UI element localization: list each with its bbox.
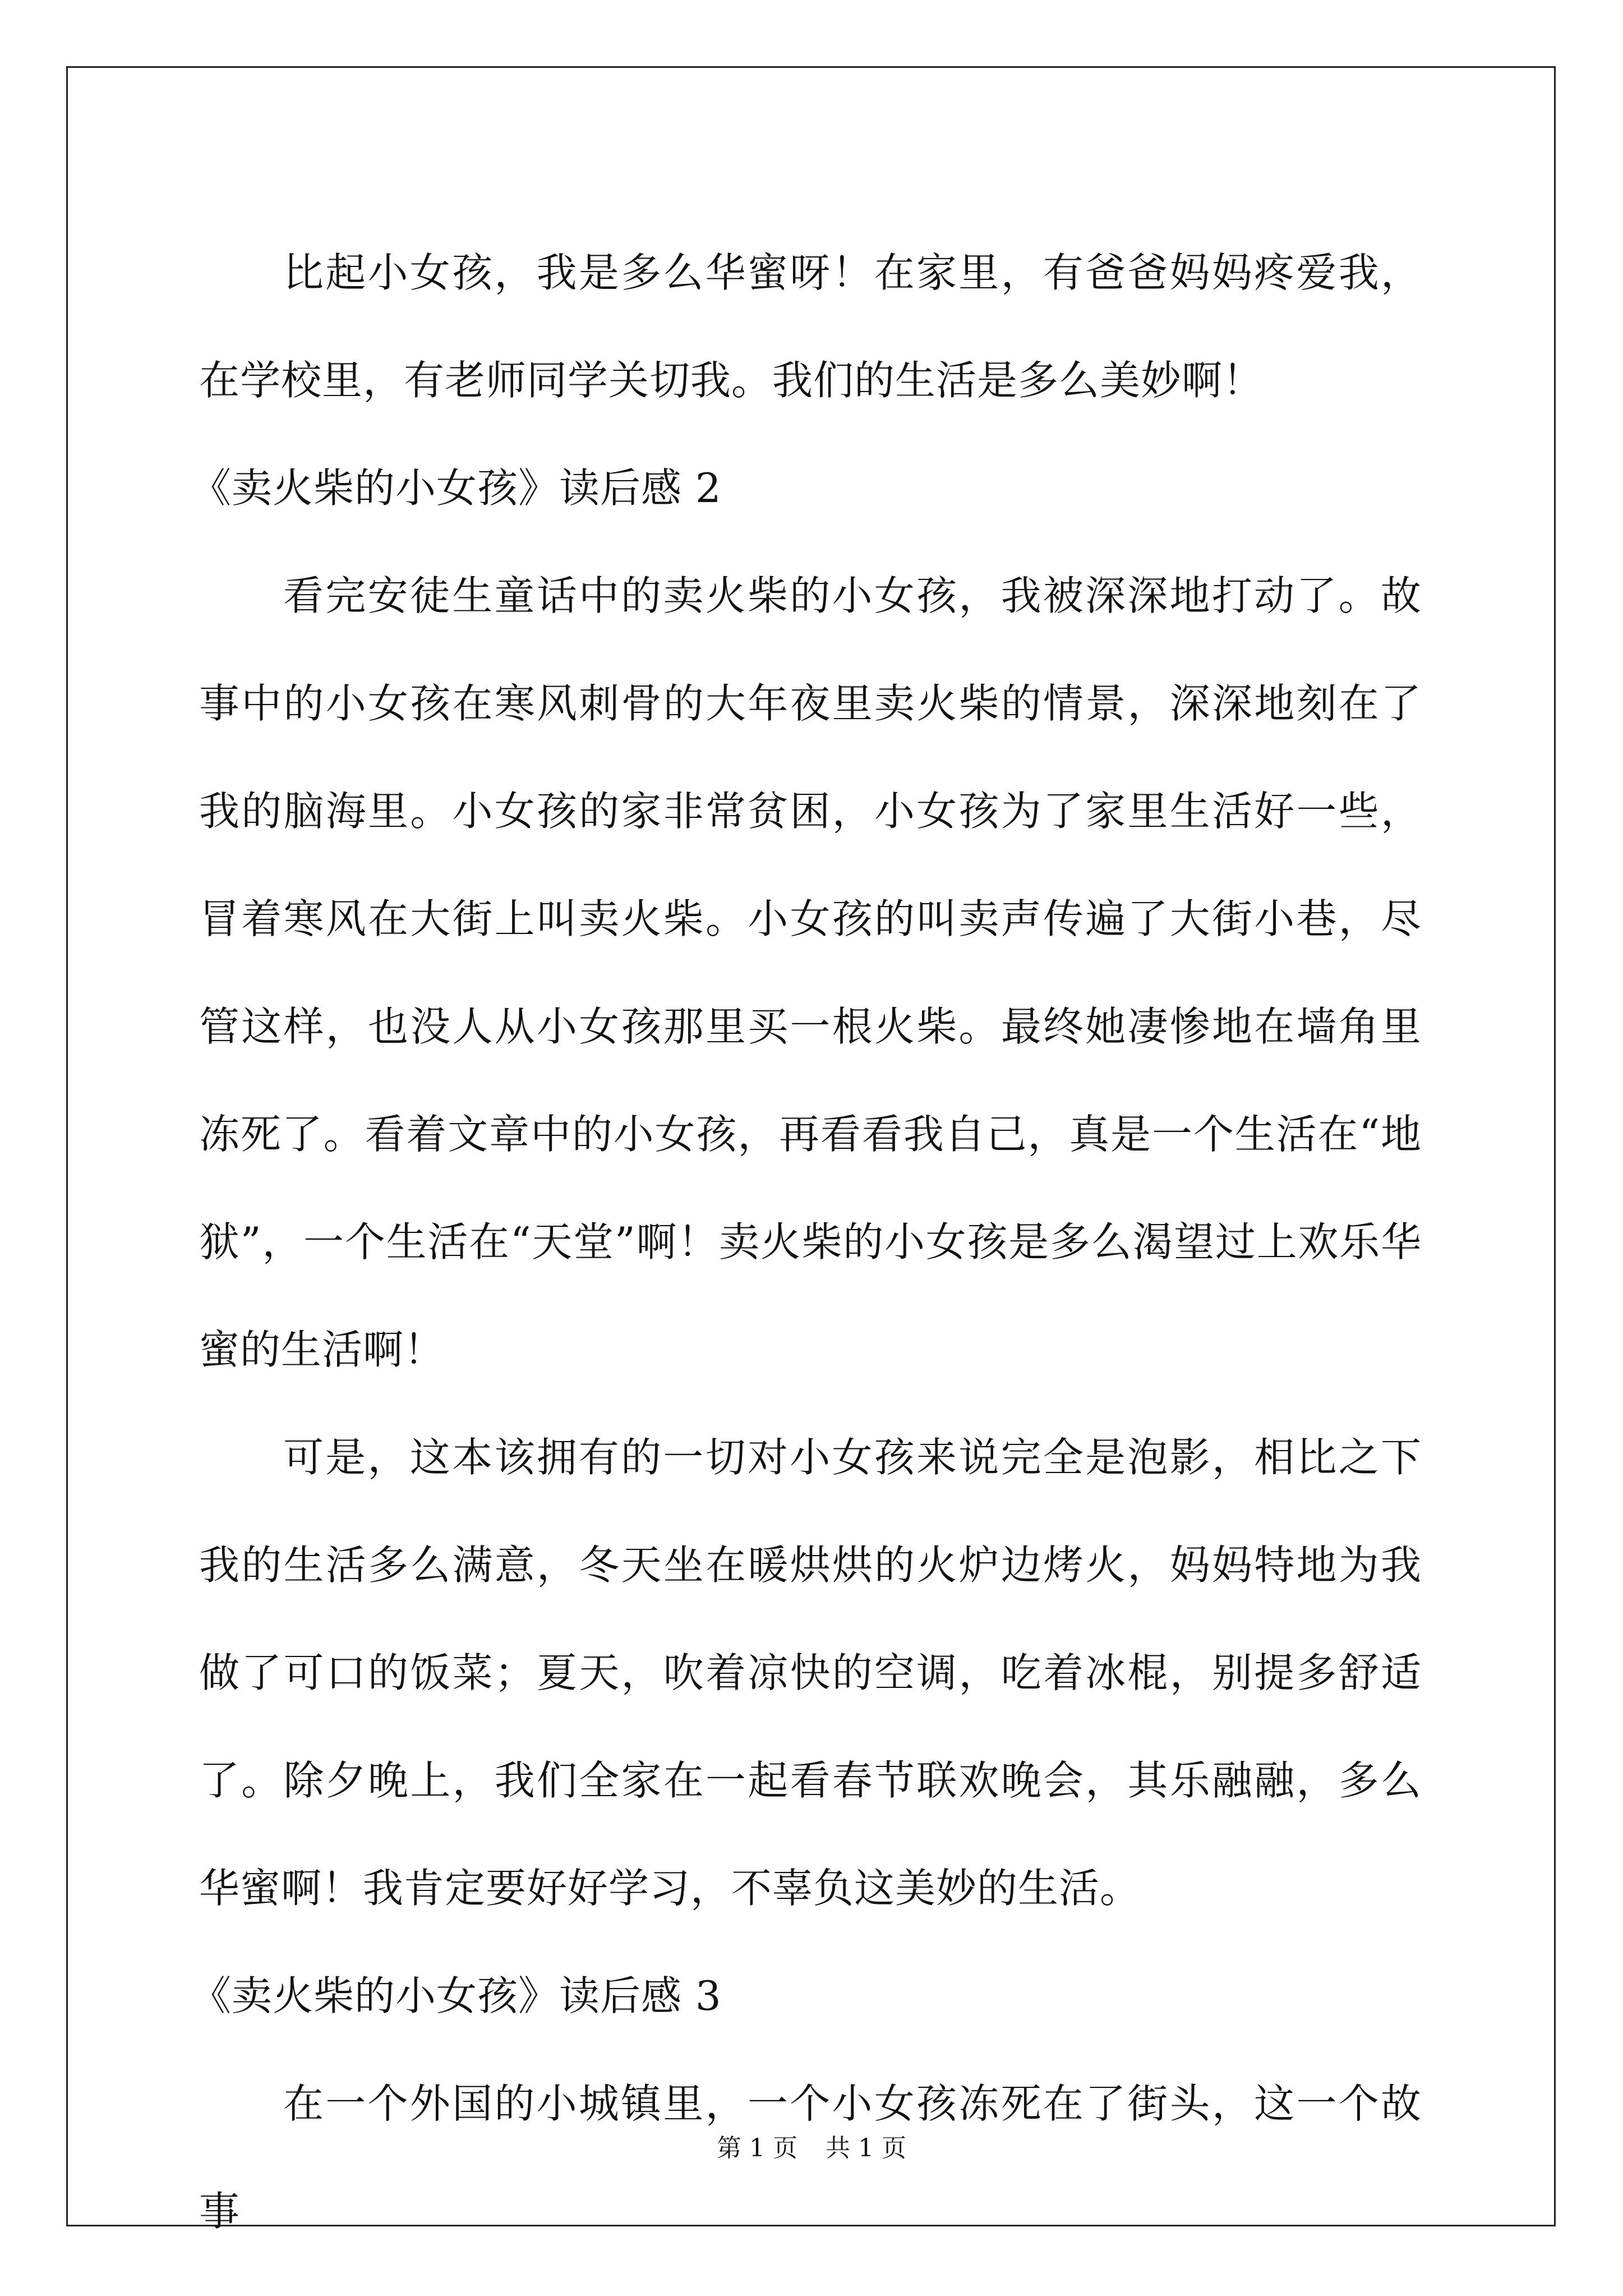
paragraph: 比起小女孩，我是多么华蜜呀！在家里，有爸爸妈妈疼爱我，在学校里，有老师同学关切我。我们的生活是多么美妙啊！: [199, 249, 1422, 404]
paragraph: 看完安徒生童话中的卖火柴的小女孩，我被深深地打动了。故事中的小女孩在寒风刺骨的大年夜里卖火柴的情景，深深地刻在了我的脑海里。小女孩的家非常贫困，小女孩为了家里生活好一些，冒着寒风在大街上叫卖火柴。小女孩的叫卖声传遍了大街小巷，尽管这样，也没人从小女孩那里买一根火柴。最终她凄惨地在墙角里冻死了。看着文章中的小女孩，再看看我自己，真是一个生活在“地狱”，一个生活在“天堂”啊！卖火柴的小女孩是多么渴望过上欢乐华蜜的生活啊！: [199, 572, 1422, 1373]
paragraph: 可是，这本该拥有的一切对小女孩来说完全是泡影，相比之下我的生活多么满意，冬天坐在暖烘烘的火炉边烤火，妈妈特地为我做了可口的饭菜；夏天，吹着凉快的空调，吃着冰棍，别提多舒适了。除夕晚上，我们全家在一起看春节联欢晚会，其乐融融，多么华蜜啊！我肯定要好好学习，不辜负这美妙的生活。: [199, 1434, 1422, 1912]
page-footer: [0, 2132, 1623, 2165]
page-number-current: 第 1 页: [717, 2134, 797, 2162]
document-body: [191, 219, 1422, 2265]
section-heading: 《卖火柴的小女孩》读后感 3: [191, 1972, 722, 2019]
paragraph: 在一个外国的小城镇里，一个小女孩冻死在了街头，这一个故事: [199, 2080, 1422, 2235]
page-number-total: 共 1 页: [826, 2134, 906, 2162]
section-heading: 《卖火柴的小女孩》读后感 2: [191, 464, 722, 512]
